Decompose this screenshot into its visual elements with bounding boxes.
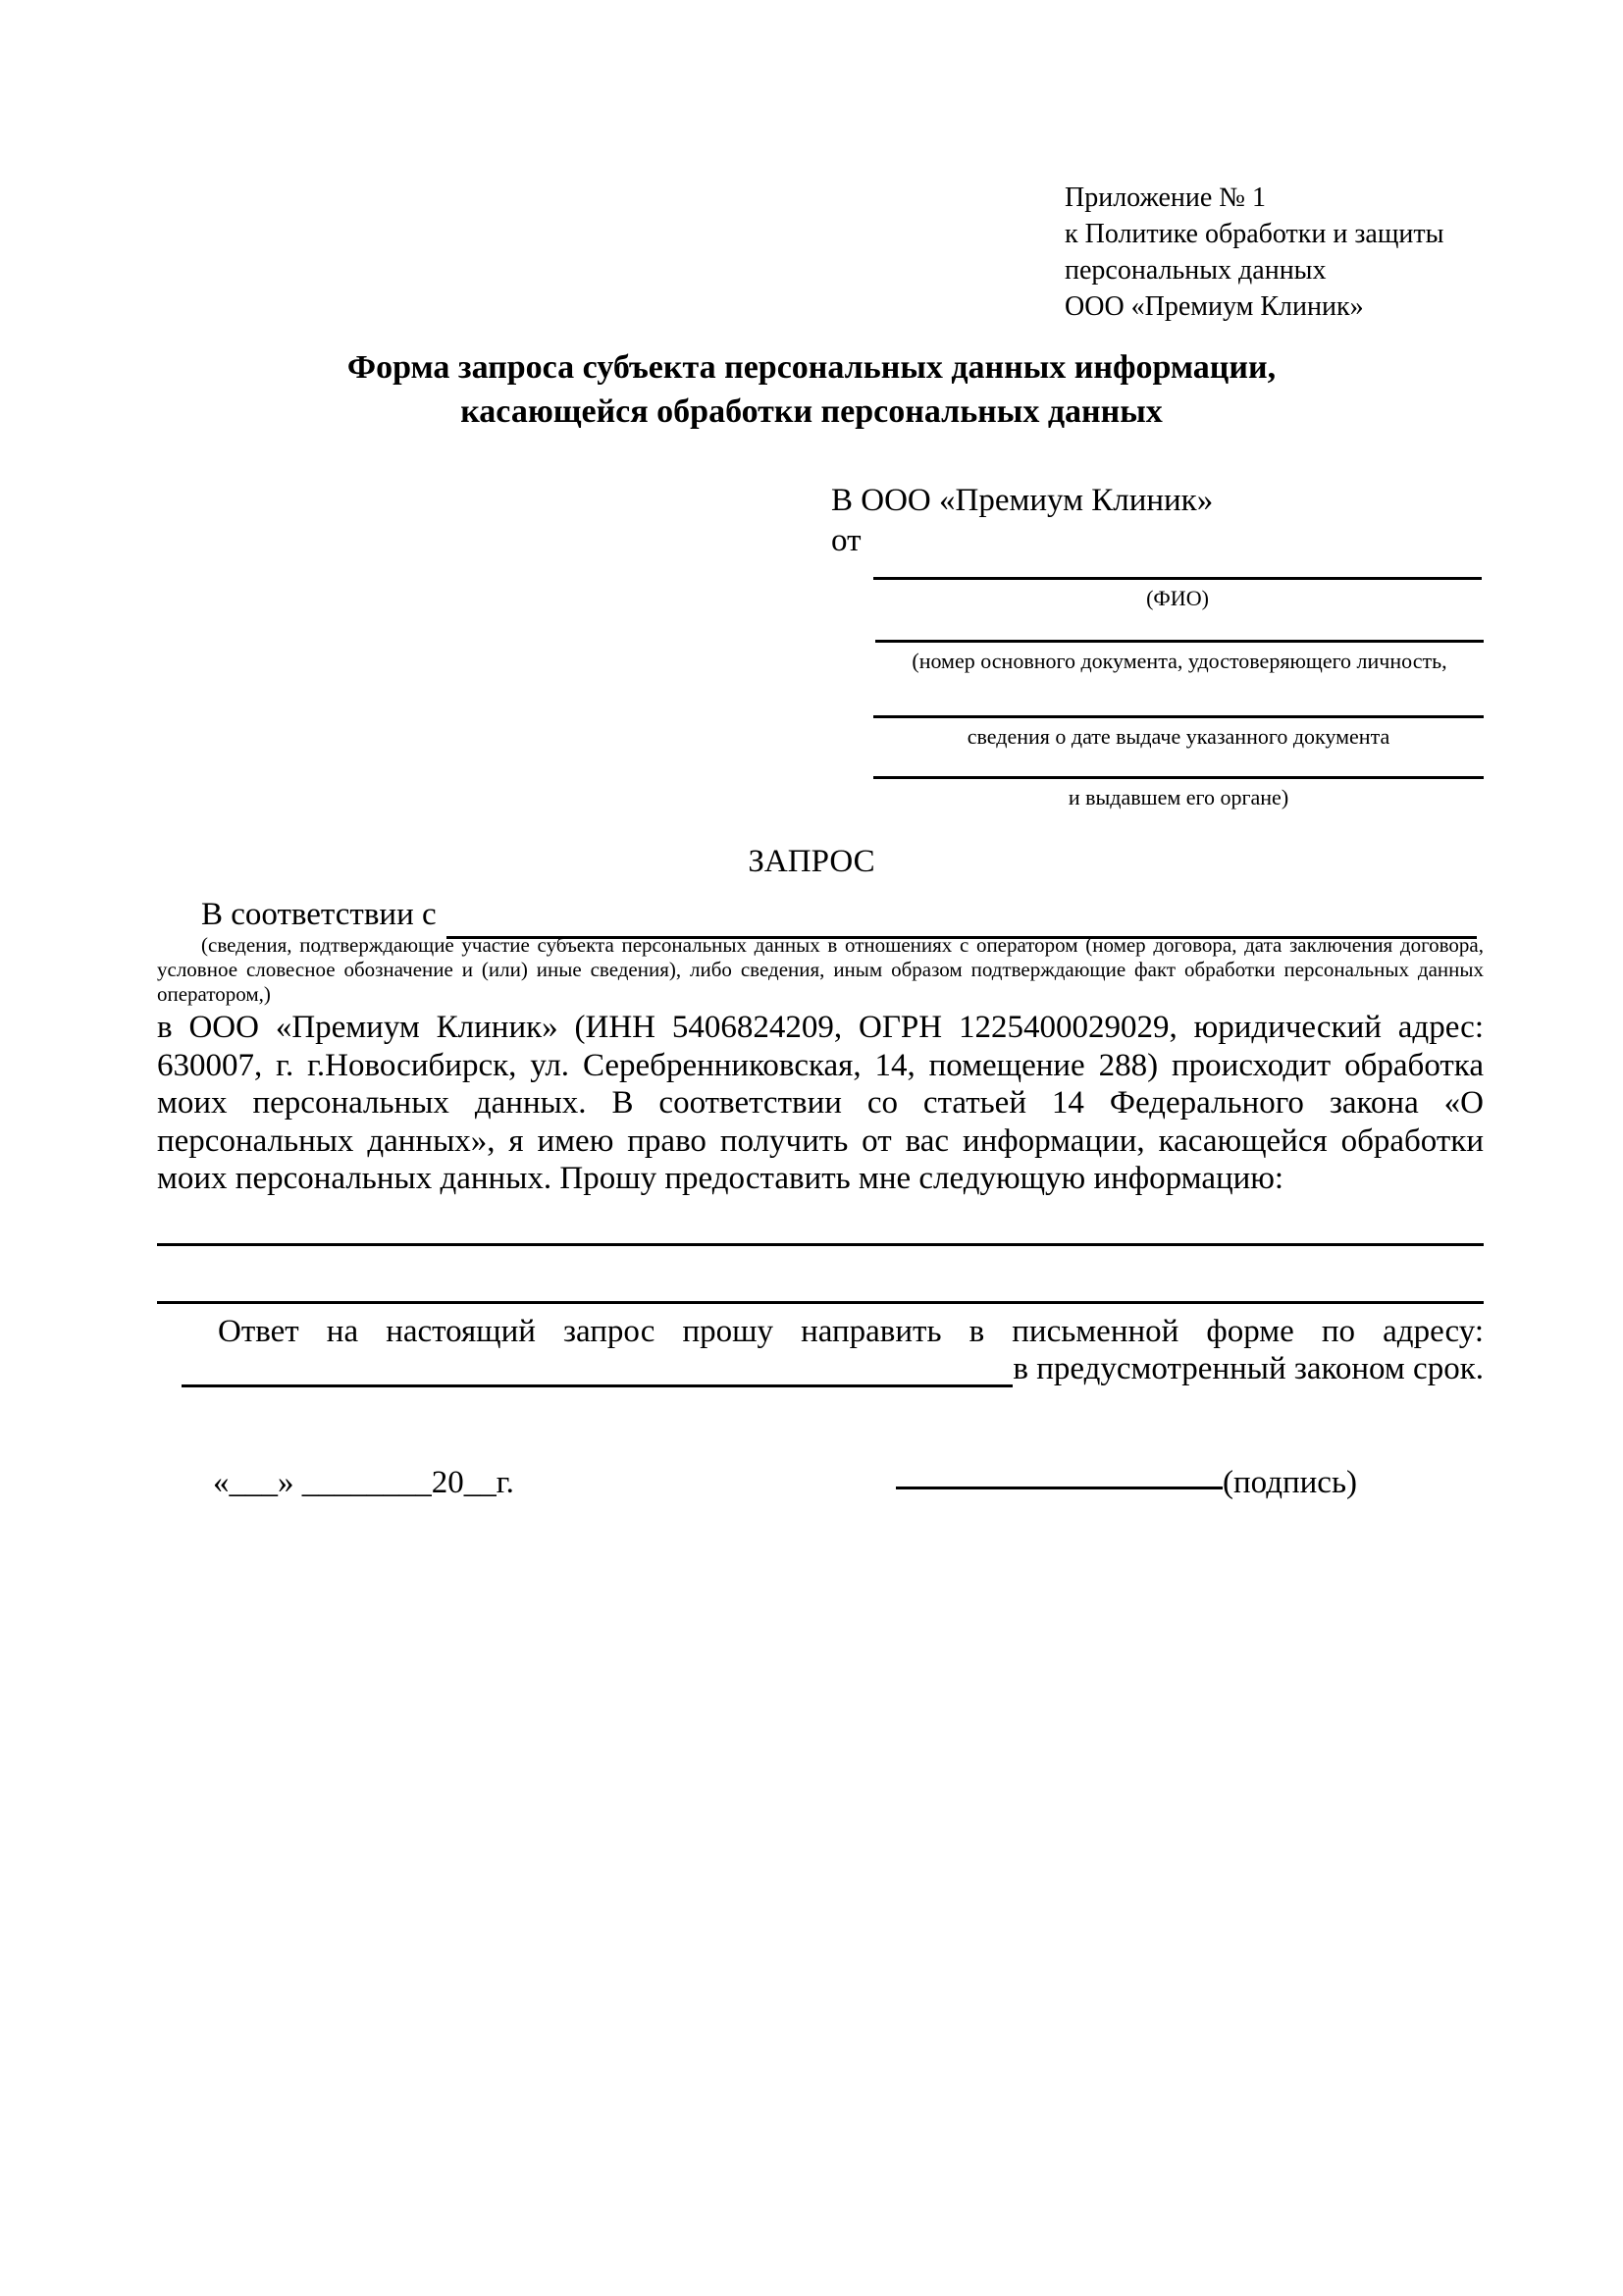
answer-address-line bbox=[182, 1350, 1484, 1387]
document-number-fill-line bbox=[875, 640, 1484, 643]
issuing-authority-caption: и выдавшем его органе) bbox=[1068, 785, 1289, 809]
document-title-line: Форма запроса субъекта персональных данных информации, bbox=[346, 349, 1277, 386]
footnote-paragraph: (сведения, подтверждающие участие субъекта персональных данных в отношениях с оператором (номер договора, дата заключения договора, условное словесное обозначение и (или) иные сведения), либо сведения, иным образом подтверждающие факт обработки персональных данных оператором,) bbox=[157, 933, 1484, 1006]
issuing-authority-fill-line bbox=[873, 776, 1484, 779]
in-accordance-label: В соответствии с bbox=[201, 897, 437, 932]
addressee-to: В ООО «Премиум Клиник» bbox=[831, 483, 1214, 518]
document-issue-date-fill-line bbox=[873, 715, 1484, 718]
addressee-from-label: от bbox=[831, 523, 862, 558]
appendix-line: к Политике обработки и защиты bbox=[1065, 219, 1444, 249]
answer-tail-text: в предусмотренный законом срок. bbox=[1013, 1351, 1484, 1386]
request-body-paragraph: в ООО «Премиум Клиник» (ИНН 5406824209, ОГРН 1225400029029, юридический адрес: 630007, г. г.Новосибирск, ул. Серебренниковская, 14, помещение 288) происходит обработка моих персональных данных. В соответствии со статьей 14 Федерального закона «О персональных данных», я имею право получить от вас информации, касающейся обработки моих персональных данных. Прошу предоставить мне следующую информацию: bbox=[157, 1010, 1484, 1196]
fio-fill-line bbox=[873, 577, 1482, 580]
appendix-reference-block bbox=[1065, 180, 1443, 325]
appendix-line: Приложение № 1 bbox=[1065, 183, 1266, 213]
appendix-line: ООО «Премиум Клиник» bbox=[1065, 291, 1364, 322]
document-issue-date-caption: сведения о дате выдаче указанного документа bbox=[967, 724, 1390, 749]
address-fill-line bbox=[182, 1347, 1013, 1387]
date-fill-line: «___» ________20__г. bbox=[213, 1465, 514, 1500]
document-title bbox=[0, 345, 1623, 434]
fio-caption: (ФИО) bbox=[1146, 586, 1209, 610]
signature-fill-line bbox=[896, 1487, 1223, 1489]
signature-caption: (подпись) bbox=[1223, 1465, 1357, 1500]
document-title-line: касающейся обработки персональных данных bbox=[460, 393, 1163, 430]
addressee-block bbox=[831, 481, 1213, 561]
appendix-line: персональных данных bbox=[1065, 255, 1327, 286]
document-number-caption: (номер основного документа, удостоверяющего личность, bbox=[912, 649, 1447, 673]
request-heading: ЗАПРОС bbox=[748, 844, 875, 879]
answer-request-line: Ответ на настоящий запрос прошу направить в письменной форме по адресу: bbox=[218, 1314, 1484, 1349]
information-fill-line-1 bbox=[157, 1243, 1484, 1246]
information-fill-line-2 bbox=[157, 1301, 1484, 1304]
in-accordance-line bbox=[201, 895, 1477, 936]
